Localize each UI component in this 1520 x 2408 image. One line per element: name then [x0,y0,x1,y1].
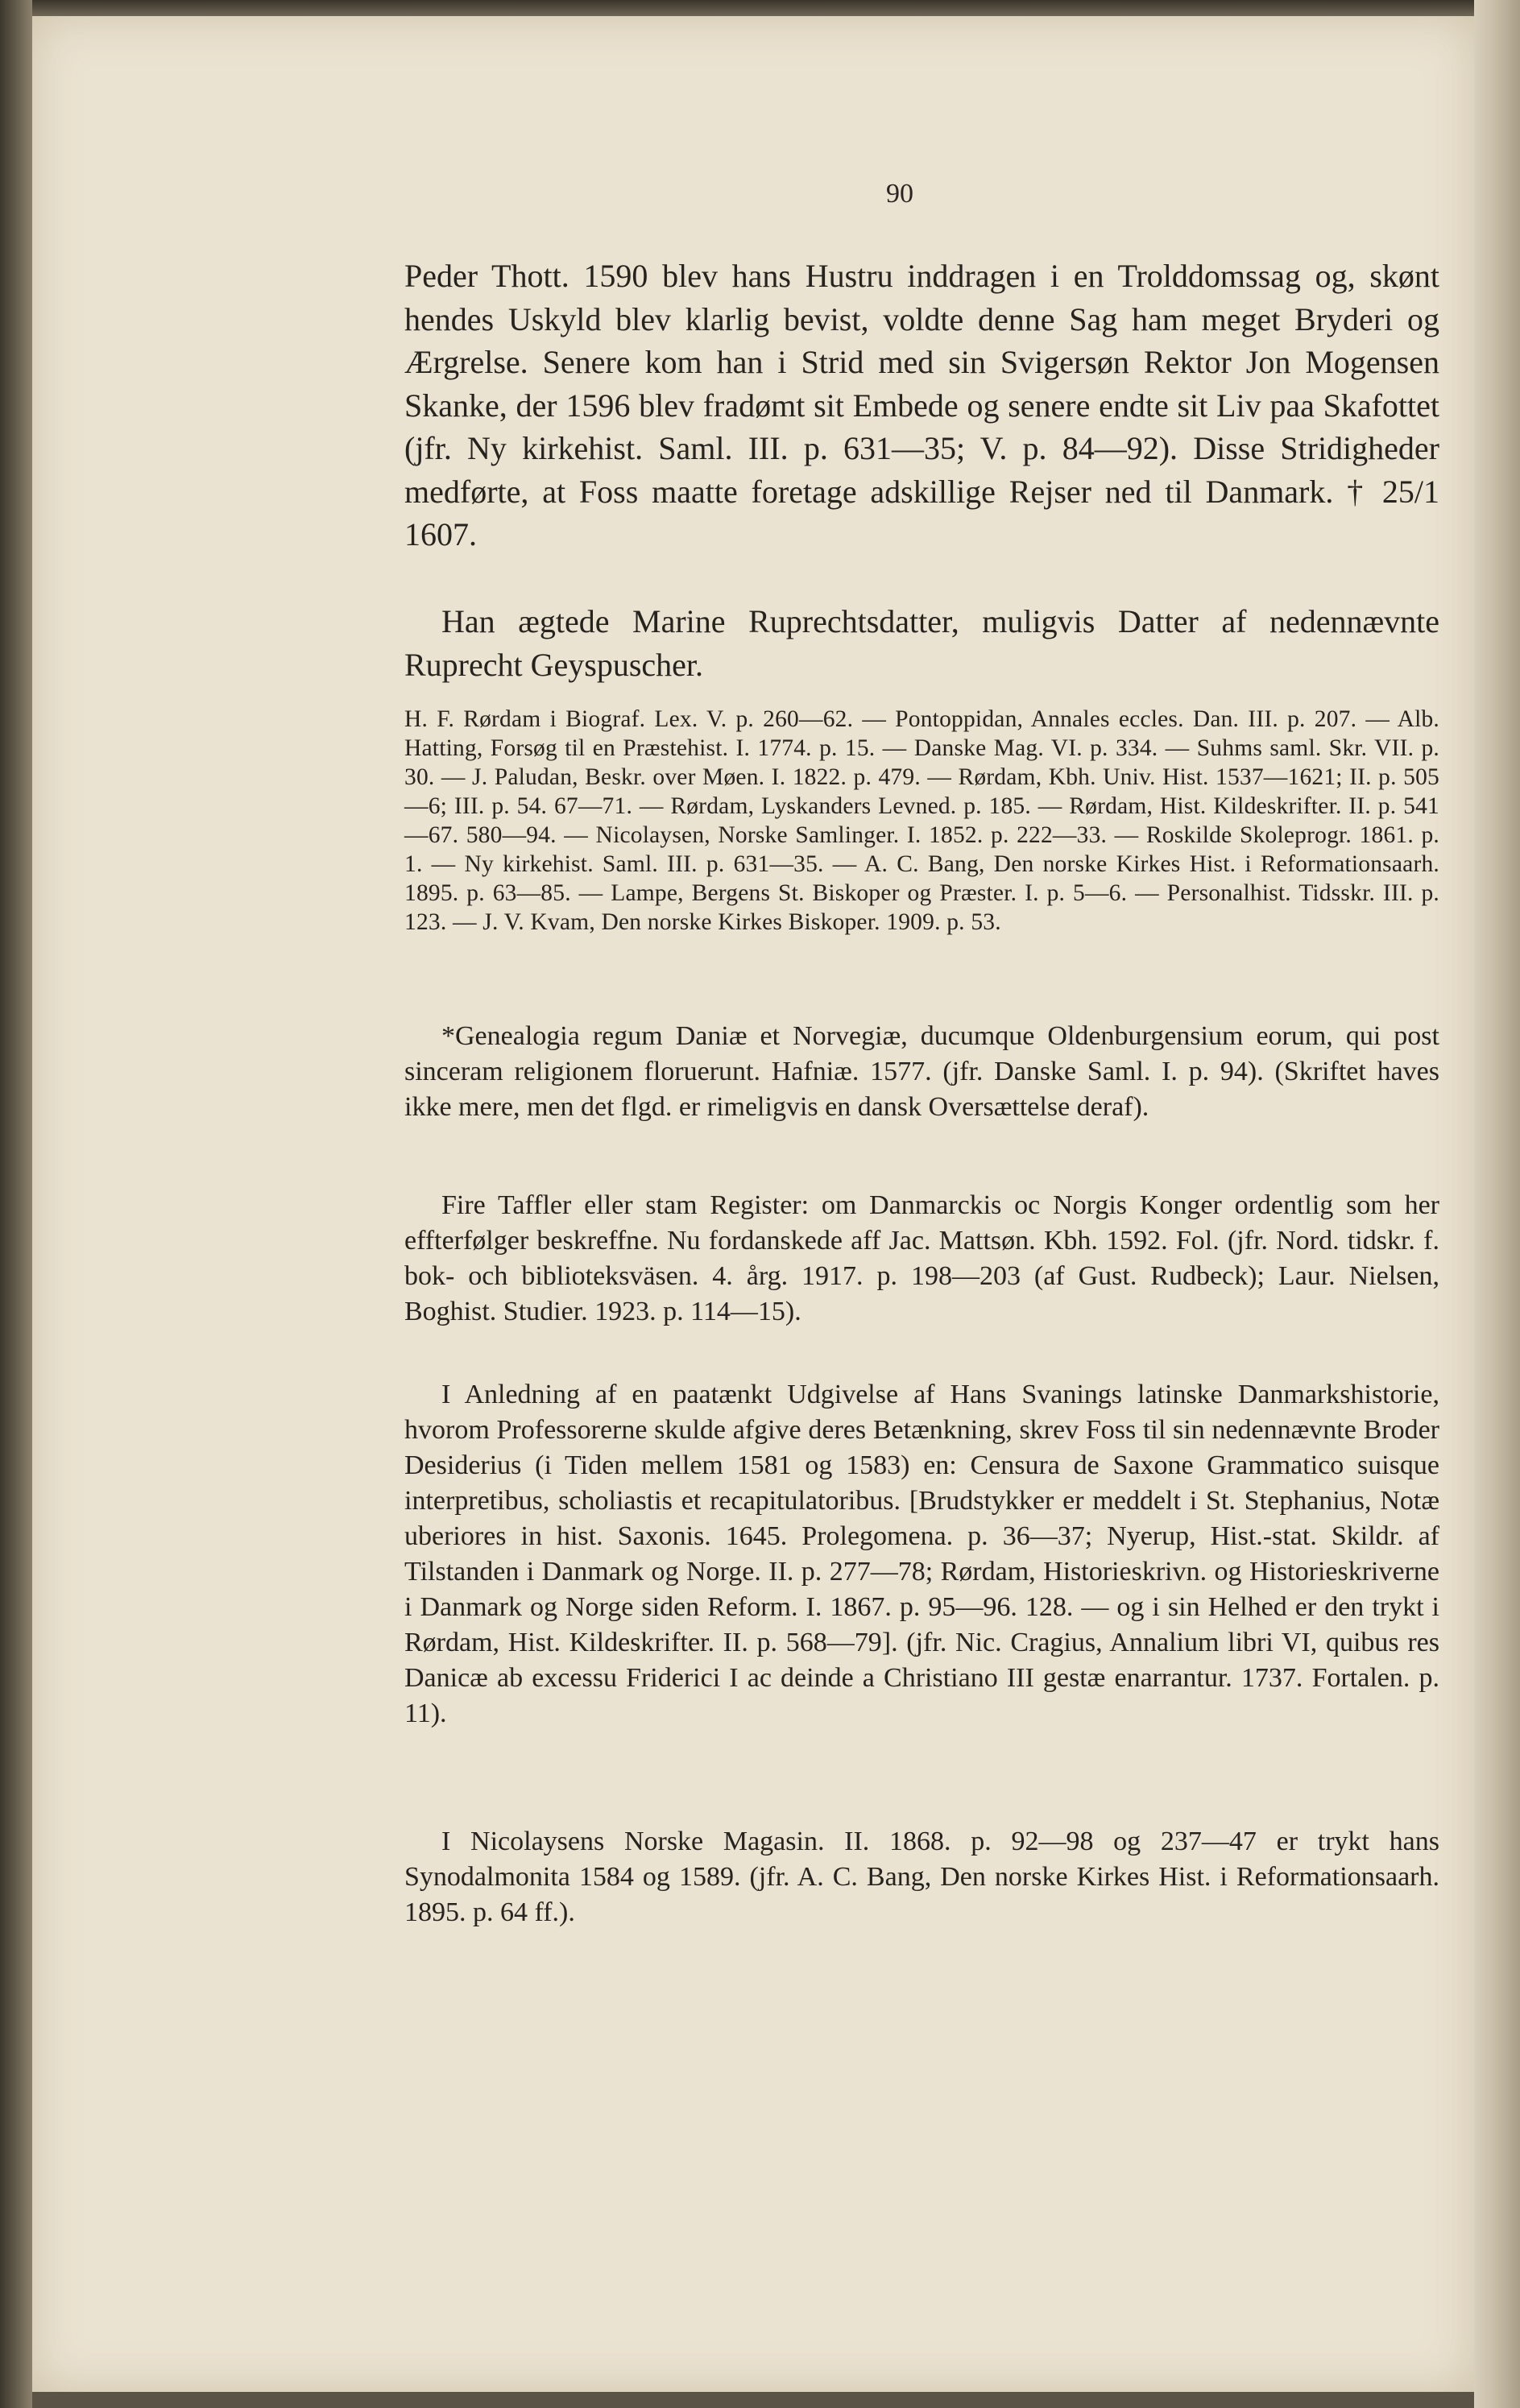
scan-top-edge [0,0,1520,16]
scan-right-edge [1474,0,1520,2408]
intro-paragraph: Peder Thott. 1590 blev hans Hustru inddragen i en Trolddomssag og, skønt hendes Uskyld blev klarlig bevist, voldte denne Sag ham meget Bryderi og Ærgrelse. Senere kom han i Strid med sin Svigersøn Rektor Jon Mogensen Skanke, der 1596 blev fradømt sit Embede og senere endte sit Liv paa Skafottet (jfr. Ny kirkehist. Saml. III. p. 631—35; V. p. 84—92). Disse Stridigheder medførte, at Foss maatte foretage adskillige Rejser ned til Danmark. † 25/1 1607. [404,258,1439,552]
taffler-paragraph: Fire Taffler eller stam Register: om Danmarckis oc Norgis Konger ordentlig som her effterfølger beskreffne. Nu fordanskede aff Jac. Mattsøn. Kbh. 1592. Fol. (jfr. Nord. tidskr. f. bok- och biblioteksväsen. 4. årg. 1917. p. 198—203 (af Gust. Rudbeck); Laur. Nielsen, Boghist. Studier. 1923. p. 114—15). [404,1190,1439,1326]
references-paragraph: H. F. Rørdam i Biograf. Lex. V. p. 260—62. — Pontoppidan, Annales eccles. Dan. III. p. 207. — Alb. Hatting, Forsøg til en Præstehist. I. 1774. p. 15. — Danske Mag. VI. p. 334. — Suhms saml. Skr. VII. p. 30. — J. Paludan, Beskr. over Møen. I. 1822. p. 479. — Rørdam, Kbh. Univ. Hist. 1537—1621; II. p. 505—6; III. p. 54. 67—71. — Rørdam, Lyskanders Levned. p. 185. — Rørdam, Hist. Kildeskrifter. II. p. 541—67. 580—94. — Nicolaysen, Norske Samlinger. I. 1852. p. 222—33. — Roskilde Skoleprogr. 1861. p. 1. — Ny kirkehist. Saml. III. p. 631—35. — A. C. Bang, Den norske Kirkes Hist. i Reformationsaarh. 1895. p. 63—85. — Lampe, Bergens St. Biskoper og Præster. I. p. 5—6. — Personalhist. Tidsskr. III. p. 123. — J. V. Kvam, Den norske Kirkes Biskoper. 1909. p. 53. [404,706,1439,935]
genealogia-paragraph: *Genealogia regum Daniæ et Norvegiæ, ducumque Oldenburgensium eorum, qui post sinceram religionem floruerunt. Hafniæ. 1577. (jfr. Danske Saml. I. p. 94). (Skriftet haves ikke mere, men det flgd. er rimeligvis en dansk Oversættelse deraf). [404,1021,1439,1122]
anledning-paragraph: I Anledning af en paatænkt Udgivelse af Hans Svanings latinske Danmarkshistorie, hvorom Professorerne skulde afgive deres Betænkning, skrev Foss til sin nedennævnte Broder Desiderius (i Tiden mellem 1581 og 1583) en: Censura de Saxone Grammatico suisque interpretibus, scholiastis et recapitulatoribus. [Brudstykker er meddelt i St. Stephanius, Notæ uberiores in hist. Saxonis. 1645. Prolegomena. p. 36—37; Nyerup, Hist.-stat. Skildr. af Tilstanden i Danmark og Norge. II. p. 277—78; Rørdam, Historieskrivn. og Historieskriverne i Danmark og Norge siden Reform. I. 1867. p. 95—96. 128. — og i sin Helhed er den trykt i Rørdam, Hist. Kildeskrifter. II. p. 568—79]. (jfr. Nic. Cragius, Annalium libri VI, quibus res Danicæ ab excessu Friderici I ac deinde a Christiano III gestæ enarrantur. 1737. Fortalen. p. 11). [404,1380,1439,1728]
page-number: 90 [886,179,913,209]
scan-left-edge [0,0,32,2408]
marriage-paragraph: Han ægtede Marine Ruprechtsdatter, muligvis Datter af nedennævnte Ruprecht Geyspuscher. [404,603,1439,683]
nicolaysen-paragraph: I Nicolaysens Norske Magasin. II. 1868. p. 92—98 og 237—47 er trykt hans Synodalmonita 1584 og 1589. (jfr. A. C. Bang, Den norske Kirkes Hist. i Reformationsaarh. 1895. p. 64 ff.). [404,1827,1439,1927]
